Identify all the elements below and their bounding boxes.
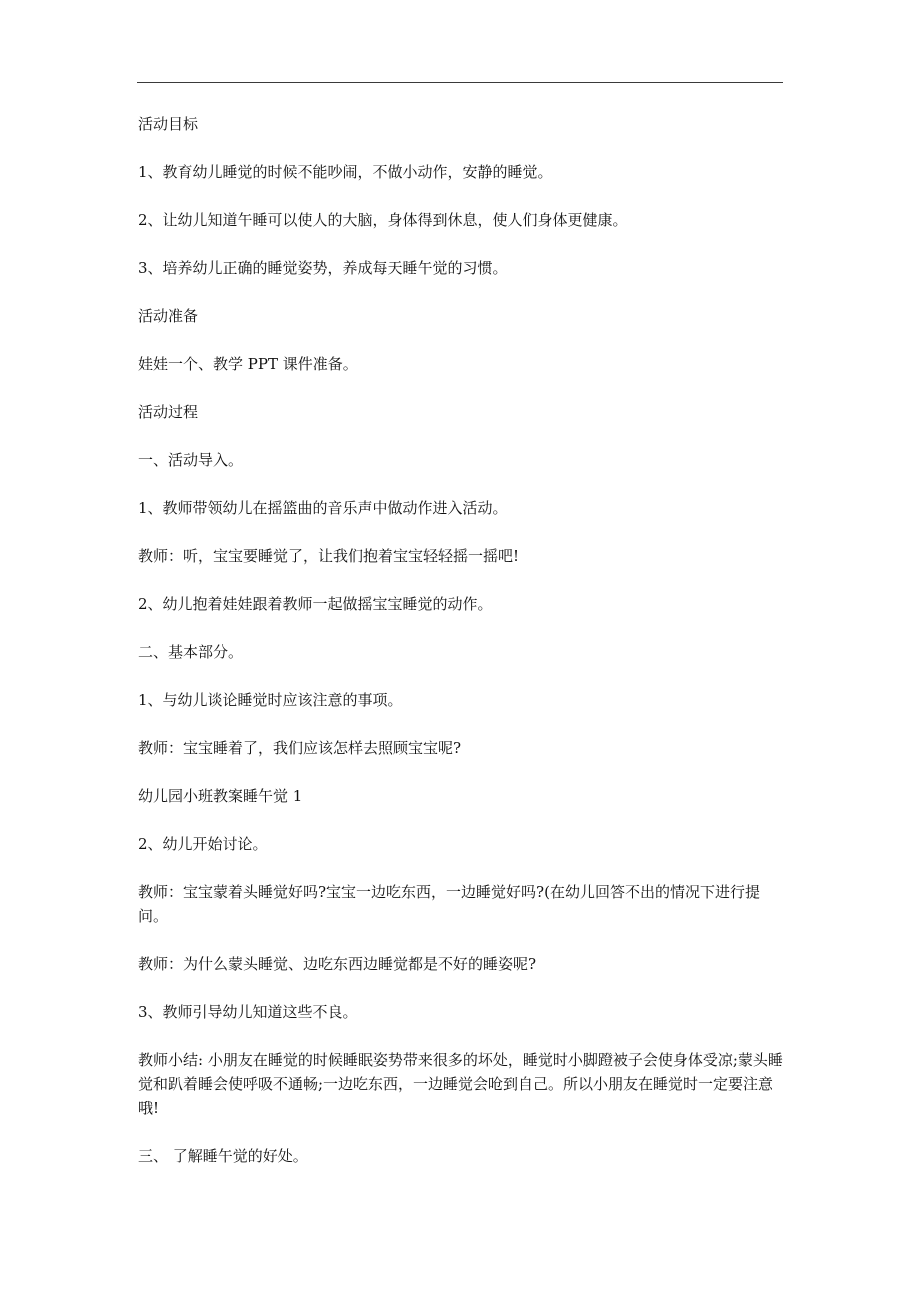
teacher-line-2: 教师：宝宝睡着了，我们应该怎样去照顾宝宝呢? <box>138 739 462 757</box>
teacher-line-1: 教师：听，宝宝要睡觉了，让我们抱着宝宝轻轻摇一摇吧! <box>138 547 520 565</box>
goal-item-3: 3、培养幼儿正确的睡觉姿势，养成每天睡午觉的习惯。 <box>138 259 508 277</box>
teacher-summary: 教师小结: 小朋友在睡觉的时候睡眠姿势带来很多的坏处，睡觉时小脚蹬被子会使身体受凉;蒙头睡觉和趴着睡会使呼吸不通畅;一边吃东西，一边睡觉会呛到自己。所以小朋友在睡觉时一定要注意哦! <box>138 1051 783 1117</box>
intro-item-2: 2、幼儿抱着娃娃跟着教师一起做摇宝宝睡觉的动作。 <box>138 595 493 613</box>
step-heading-benefits: 三、 了解睡午觉的好处。 <box>138 1147 308 1165</box>
document-body <box>138 112 783 1192</box>
preparation-text: 娃娃一个、教学 PPT 课件准备。 <box>138 355 358 373</box>
goal-item-2: 2、让幼儿知道午睡可以使人的大脑，身体得到休息，使人们身体更健康。 <box>138 211 628 229</box>
header-rule <box>137 82 783 83</box>
teacher-line-3: 教师：宝宝蒙着头睡觉好吗?宝宝一边吃东西，一边睡觉好吗?(在幼儿回答不出的情况下进行提问。 <box>138 883 760 925</box>
step-heading-intro: 一、活动导入。 <box>138 451 244 469</box>
lesson-title-line: 幼儿园小班教案睡午觉 1 <box>138 787 303 805</box>
basic-item-1: 1、与幼儿谈论睡觉时应该注意的事项。 <box>138 691 403 709</box>
section-heading-goals: 活动目标 <box>138 115 199 133</box>
teacher-line-4: 教师：为什么蒙头睡觉、边吃东西边睡觉都是不好的睡姿呢? <box>138 955 537 973</box>
intro-item-1: 1、教师带领幼儿在摇篮曲的音乐声中做动作进入活动。 <box>138 499 508 517</box>
section-heading-preparation: 活动准备 <box>138 307 199 325</box>
basic-item-2: 2、幼儿开始讨论。 <box>138 835 268 853</box>
goal-item-1: 1、教育幼儿睡觉的时候不能吵闹，不做小动作，安静的睡觉。 <box>138 163 553 181</box>
section-heading-process: 活动过程 <box>138 403 199 421</box>
step-heading-basic: 二、基本部分。 <box>138 643 244 661</box>
basic-item-3: 3、教师引导幼儿知道这些不良。 <box>138 1003 358 1021</box>
